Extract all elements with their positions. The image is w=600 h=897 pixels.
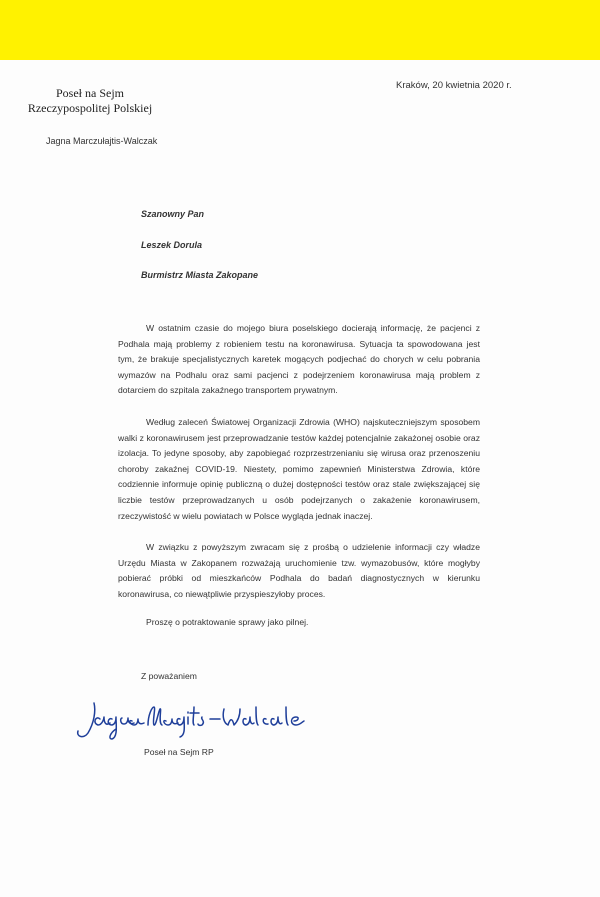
sender-header — [20, 86, 160, 116]
closing-greeting: Z poważaniem — [141, 671, 197, 681]
handwritten-signature — [72, 693, 312, 743]
signature-title: Poseł na Sejm RP — [144, 747, 214, 757]
sender-title-line1: Poseł na Sejm — [56, 86, 124, 100]
sender-name: Jagna Marczułajtis-Walczak — [46, 136, 158, 146]
sender-title-line2: Rzeczypospolitej Polskiej — [27, 101, 153, 115]
paragraph-2: Według zaleceń Światowej Organizacji Zdrowia (WHO) najskuteczniejszym sposobem walki z koronawirusem jest przeprowadzanie testów każdej potencjalnie zakażonej osobie oraz izolacja. To jedyne sposoby, aby zapobiegać rozprzestrzenianiu się wirusa oraz przenoszeniu choroby zakaźnej COVID-19. Niestety, pomimo zapewnień Ministerstwa Zdrowia, które codziennie informuje opinię publiczną o dużej dostępności testów oraz stale zwiększającej się liczbie testów przeprowadzanych u osób podejrzanych o zakażenie koronawirusem, rzeczywistość w wielu powiatach w Polsce wygląda jednak inaczej. — [118, 417, 480, 521]
yellow-header-bar — [0, 0, 600, 60]
paragraph-1: W ostatnim czasie do mojego biura poselskiego docierają informację, że pacjenci z Podhala mają problemy z robieniem testu na koronawirusa. Sytuacja ta spowodowana jest tym, że brakuje specjalistycznych karetek mogących podjechać do chorych w celu pobrania wymazów na Podhalu oraz sami pacjenci z podejrzeniem koronawirusa mają problem z dotarciem do szpitala zakaźnego transportem prywatnym. — [118, 323, 480, 396]
closing-request: Proszę o potraktowanie sprawy jako pilnej. — [146, 617, 309, 627]
letter-date: Kraków, 20 kwietnia 2020 r. — [396, 80, 512, 91]
paragraph-3: W związku z powyższym zwracam się z prośbą o udzielenie informacji czy władze Urzędu Miasta w Zakopanem rozważają uruchomienie tzw. wymazobusów, które mogłyby pobierać próbki od mieszkańców Podhala do badań diagnostycznych w kierunku koronawirusa, co niewątpliwie przyspieszyłoby proces. — [118, 542, 480, 599]
recipient-name: Leszek Dorula — [141, 240, 203, 250]
recipient-salutation: Szanowny Pan — [141, 209, 205, 219]
recipient-position: Burmistrz Miasta Zakopane — [141, 270, 259, 280]
